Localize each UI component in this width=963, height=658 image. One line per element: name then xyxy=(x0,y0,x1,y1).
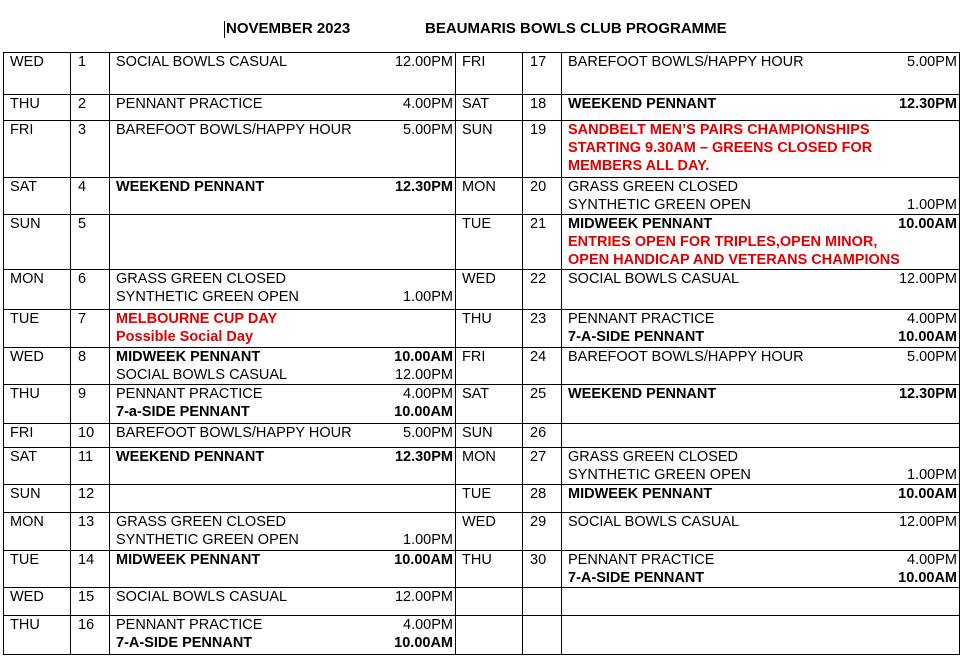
day-cell: FRI xyxy=(456,53,523,95)
event-line xyxy=(562,95,959,113)
day-cell: FRI xyxy=(456,348,523,385)
day-cell: WED xyxy=(4,588,71,616)
day-cell: MON xyxy=(456,178,523,215)
event-line xyxy=(110,270,455,288)
table-row xyxy=(4,588,960,616)
event-cell xyxy=(562,616,960,655)
event-text: PENNANT PRACTICE xyxy=(568,311,715,327)
table-row xyxy=(4,513,960,551)
date-cell: 6 xyxy=(71,270,110,310)
event-text: WEEKEND PENNANT xyxy=(116,179,265,195)
date-cell: 16 xyxy=(71,616,110,655)
date-cell: 23 xyxy=(523,310,562,348)
event-cell xyxy=(110,121,456,178)
day-cell: WED xyxy=(456,270,523,310)
event-line xyxy=(110,448,455,466)
event-text: MEMBERS ALL DAY. xyxy=(568,158,710,174)
table-row xyxy=(4,485,960,513)
event-text: SYNTHETIC GREEN OPEN xyxy=(116,532,299,548)
event-text: SYNTHETIC GREEN OPEN xyxy=(568,197,751,213)
event-line xyxy=(110,310,455,328)
event-line xyxy=(562,310,959,328)
day-cell: SAT xyxy=(456,385,523,424)
event-text: Possible Social Day xyxy=(116,329,254,345)
event-time: 4.00PM xyxy=(403,96,453,112)
day-cell: FRI xyxy=(4,424,71,448)
event-line xyxy=(110,121,455,139)
event-text: 7-A-SIDE PENNANT xyxy=(568,570,705,586)
event-time: 12.00PM xyxy=(394,367,453,383)
event-time: 12.30PM xyxy=(898,96,957,112)
event-line xyxy=(110,95,455,113)
event-text: WEEKEND PENNANT xyxy=(568,386,717,402)
month-label: NOVEMBER 2023 xyxy=(226,20,351,37)
date-cell: 9 xyxy=(71,385,110,424)
event-line xyxy=(110,588,455,606)
event-cell xyxy=(562,551,960,588)
event-line xyxy=(110,531,455,549)
table-row xyxy=(4,448,960,485)
event-time: 5.00PM xyxy=(403,122,453,138)
event-line xyxy=(110,616,455,634)
event-time: 12.00PM xyxy=(898,271,957,287)
event-text: MIDWEEK PENNANT xyxy=(116,349,261,365)
event-cell xyxy=(110,53,456,95)
date-cell: 2 xyxy=(71,95,110,121)
event-text: GRASS GREEN CLOSED xyxy=(116,514,287,530)
date-cell: 14 xyxy=(71,551,110,588)
day-cell: MON xyxy=(4,270,71,310)
date-cell: 3 xyxy=(71,121,110,178)
event-cell xyxy=(562,95,960,121)
event-cell xyxy=(110,448,456,485)
day-cell: SAT xyxy=(4,448,71,485)
event-cell xyxy=(562,178,960,215)
event-cell xyxy=(110,178,456,215)
event-line xyxy=(110,424,455,442)
event-time: 10.00AM xyxy=(394,635,453,651)
event-line xyxy=(110,385,455,403)
event-cell xyxy=(562,53,960,95)
day-cell: TUE xyxy=(4,551,71,588)
event-text: WEEKEND PENNANT xyxy=(568,96,717,112)
table-row xyxy=(4,310,960,348)
event-time: 4.00PM xyxy=(403,617,453,633)
date-cell: 17 xyxy=(523,53,562,95)
event-cell xyxy=(110,588,456,616)
event-time: 10.00AM xyxy=(898,486,957,502)
event-line xyxy=(110,288,455,306)
date-cell: 7 xyxy=(71,310,110,348)
event-text: GRASS GREEN CLOSED xyxy=(568,179,739,195)
event-text: OPEN HANDICAP AND VETERANS CHAMPIONS xyxy=(568,252,900,268)
date-cell: 30 xyxy=(523,551,562,588)
event-text: BAREFOOT BOWLS/HAPPY HOUR xyxy=(568,349,804,365)
event-cell xyxy=(562,348,960,385)
event-line xyxy=(562,485,959,503)
event-cell xyxy=(110,551,456,588)
day-cell: TUE xyxy=(456,215,523,270)
event-text: GRASS GREEN CLOSED xyxy=(116,271,287,287)
event-time: 12.00PM xyxy=(394,54,453,70)
day-cell: WED xyxy=(456,513,523,551)
event-time: 1.00PM xyxy=(403,289,453,305)
event-line xyxy=(562,328,959,346)
event-line xyxy=(110,178,455,196)
event-text: 7-a-SIDE PENNANT xyxy=(116,404,250,420)
event-text: SYNTHETIC GREEN OPEN xyxy=(116,289,299,305)
event-time: 1.00PM xyxy=(907,197,957,213)
event-line xyxy=(110,53,455,71)
event-cell xyxy=(110,424,456,448)
day-cell: SUN xyxy=(456,121,523,178)
event-time: 12.30PM xyxy=(394,449,453,465)
event-line xyxy=(562,121,959,139)
event-text: BAREFOOT BOWLS/HAPPY HOUR xyxy=(116,122,352,138)
day-cell: THU xyxy=(4,95,71,121)
event-line xyxy=(110,634,455,652)
event-time: 10.00AM xyxy=(898,329,957,345)
event-text: MIDWEEK PENNANT xyxy=(568,216,713,232)
event-line xyxy=(110,366,455,384)
date-cell: 22 xyxy=(523,270,562,310)
event-line xyxy=(562,466,959,484)
day-cell: TUE xyxy=(4,310,71,348)
event-line xyxy=(562,270,959,288)
event-time: 5.00PM xyxy=(403,425,453,441)
event-line xyxy=(562,385,959,403)
event-line xyxy=(562,448,959,466)
date-cell: 15 xyxy=(71,588,110,616)
date-cell: 18 xyxy=(523,95,562,121)
event-text: PENNANT PRACTICE xyxy=(116,386,263,402)
text-cursor xyxy=(224,21,225,38)
event-text: MIDWEEK PENNANT xyxy=(568,486,713,502)
event-cell xyxy=(110,385,456,424)
event-time: 12.30PM xyxy=(898,386,957,402)
event-text: PENNANT PRACTICE xyxy=(116,617,263,633)
event-cell xyxy=(562,270,960,310)
table-row xyxy=(4,53,960,95)
event-cell xyxy=(562,485,960,513)
event-line xyxy=(562,53,959,71)
date-cell: 26 xyxy=(523,424,562,448)
event-time: 10.00AM xyxy=(394,404,453,420)
event-line xyxy=(110,403,455,421)
event-cell xyxy=(562,385,960,424)
event-text: GRASS GREEN CLOSED xyxy=(568,449,739,465)
event-line xyxy=(562,196,959,214)
event-time: 10.00AM xyxy=(394,552,453,568)
event-text: ENTRIES OPEN FOR TRIPLES,OPEN MINOR, xyxy=(568,234,878,250)
event-time: 4.00PM xyxy=(907,311,957,327)
day-cell: MON xyxy=(4,513,71,551)
table-row xyxy=(4,215,960,270)
day-cell: SUN xyxy=(4,215,71,270)
event-cell xyxy=(562,448,960,485)
event-cell xyxy=(110,616,456,655)
event-time: 12.30PM xyxy=(394,179,453,195)
day-cell: SUN xyxy=(456,424,523,448)
date-cell: 8 xyxy=(71,348,110,385)
event-text: PENNANT PRACTICE xyxy=(116,96,263,112)
event-cell xyxy=(110,348,456,385)
event-text: SOCIAL BOWLS CASUAL xyxy=(116,367,288,383)
date-cell: 11 xyxy=(71,448,110,485)
date-cell: 1 xyxy=(71,53,110,95)
day-cell: THU xyxy=(456,310,523,348)
document-title: BEAUMARIS BOWLS CLUB PROGRAMME xyxy=(425,20,727,37)
event-time: 4.00PM xyxy=(403,386,453,402)
day-cell: WED xyxy=(4,53,71,95)
day-cell: SAT xyxy=(456,95,523,121)
event-text: SYNTHETIC GREEN OPEN xyxy=(568,467,751,483)
event-cell xyxy=(562,513,960,551)
date-cell: 27 xyxy=(523,448,562,485)
date-cell: 29 xyxy=(523,513,562,551)
event-text: SOCIAL BOWLS CASUAL xyxy=(568,514,740,530)
event-time: 5.00PM xyxy=(907,54,957,70)
event-cell xyxy=(562,215,960,270)
event-text: SANDBELT MEN’S PAIRS CHAMPIONSHIPS xyxy=(568,122,870,138)
event-time: 1.00PM xyxy=(403,532,453,548)
event-cell xyxy=(110,215,456,270)
date-cell: 19 xyxy=(523,121,562,178)
event-text: STARTING 9.30AM – GREENS CLOSED FOR xyxy=(568,140,873,156)
date-cell: 28 xyxy=(523,485,562,513)
event-line xyxy=(110,328,455,346)
event-time: 12.00PM xyxy=(394,589,453,605)
event-text: PENNANT PRACTICE xyxy=(568,552,715,568)
event-text: SOCIAL BOWLS CASUAL xyxy=(116,54,288,70)
date-cell: 24 xyxy=(523,348,562,385)
event-cell xyxy=(562,310,960,348)
day-cell: THU xyxy=(4,385,71,424)
day-cell xyxy=(456,616,523,655)
event-cell xyxy=(562,424,960,448)
date-cell: 4 xyxy=(71,178,110,215)
date-cell: 12 xyxy=(71,485,110,513)
event-time: 1.00PM xyxy=(907,467,957,483)
event-line xyxy=(562,251,959,269)
date-cell xyxy=(523,588,562,616)
event-line xyxy=(562,215,959,233)
document-header xyxy=(0,20,963,40)
event-time: 10.00AM xyxy=(898,216,957,232)
table-row xyxy=(4,348,960,385)
event-text: BAREFOOT BOWLS/HAPPY HOUR xyxy=(568,54,804,70)
date-cell: 13 xyxy=(71,513,110,551)
table-row xyxy=(4,385,960,424)
event-time: 5.00PM xyxy=(907,349,957,365)
programme-table-body xyxy=(4,53,960,655)
day-cell: SAT xyxy=(4,178,71,215)
programme-table xyxy=(3,52,960,655)
event-cell xyxy=(110,485,456,513)
table-row xyxy=(4,121,960,178)
day-cell xyxy=(456,588,523,616)
event-cell xyxy=(110,95,456,121)
event-line xyxy=(110,551,455,569)
day-cell: THU xyxy=(4,616,71,655)
event-time: 4.00PM xyxy=(907,552,957,568)
event-text: 7-A-SIDE PENNANT xyxy=(116,635,253,651)
event-cell xyxy=(110,270,456,310)
date-cell xyxy=(523,616,562,655)
event-cell xyxy=(562,588,960,616)
event-line xyxy=(562,348,959,366)
date-cell: 10 xyxy=(71,424,110,448)
event-cell xyxy=(110,513,456,551)
event-line xyxy=(110,513,455,531)
table-row xyxy=(4,551,960,588)
event-cell xyxy=(110,310,456,348)
table-row xyxy=(4,178,960,215)
table-row xyxy=(4,616,960,655)
event-line xyxy=(562,551,959,569)
day-cell: THU xyxy=(456,551,523,588)
event-text: SOCIAL BOWLS CASUAL xyxy=(116,589,288,605)
event-line xyxy=(562,513,959,531)
day-cell: FRI xyxy=(4,121,71,178)
event-time: 10.00AM xyxy=(394,349,453,365)
day-cell: WED xyxy=(4,348,71,385)
event-time: 10.00AM xyxy=(898,570,957,586)
event-cell xyxy=(562,121,960,178)
event-text: MIDWEEK PENNANT xyxy=(116,552,261,568)
day-cell: SUN xyxy=(4,485,71,513)
event-text: 7-A-SIDE PENNANT xyxy=(568,329,705,345)
date-cell: 20 xyxy=(523,178,562,215)
day-cell: TUE xyxy=(456,485,523,513)
event-line xyxy=(562,157,959,175)
date-cell: 25 xyxy=(523,385,562,424)
event-text: WEEKEND PENNANT xyxy=(116,449,265,465)
table-row xyxy=(4,95,960,121)
date-cell: 5 xyxy=(71,215,110,270)
event-time: 12.00PM xyxy=(898,514,957,530)
table-row xyxy=(4,270,960,310)
event-line xyxy=(562,569,959,587)
event-text: BAREFOOT BOWLS/HAPPY HOUR xyxy=(116,425,352,441)
event-line xyxy=(562,233,959,251)
event-text: MELBOURNE CUP DAY xyxy=(116,311,278,327)
date-cell: 21 xyxy=(523,215,562,270)
table-row xyxy=(4,424,960,448)
event-text: SOCIAL BOWLS CASUAL xyxy=(568,271,740,287)
event-line xyxy=(562,178,959,196)
day-cell: MON xyxy=(456,448,523,485)
event-line xyxy=(110,348,455,366)
event-line xyxy=(562,139,959,157)
